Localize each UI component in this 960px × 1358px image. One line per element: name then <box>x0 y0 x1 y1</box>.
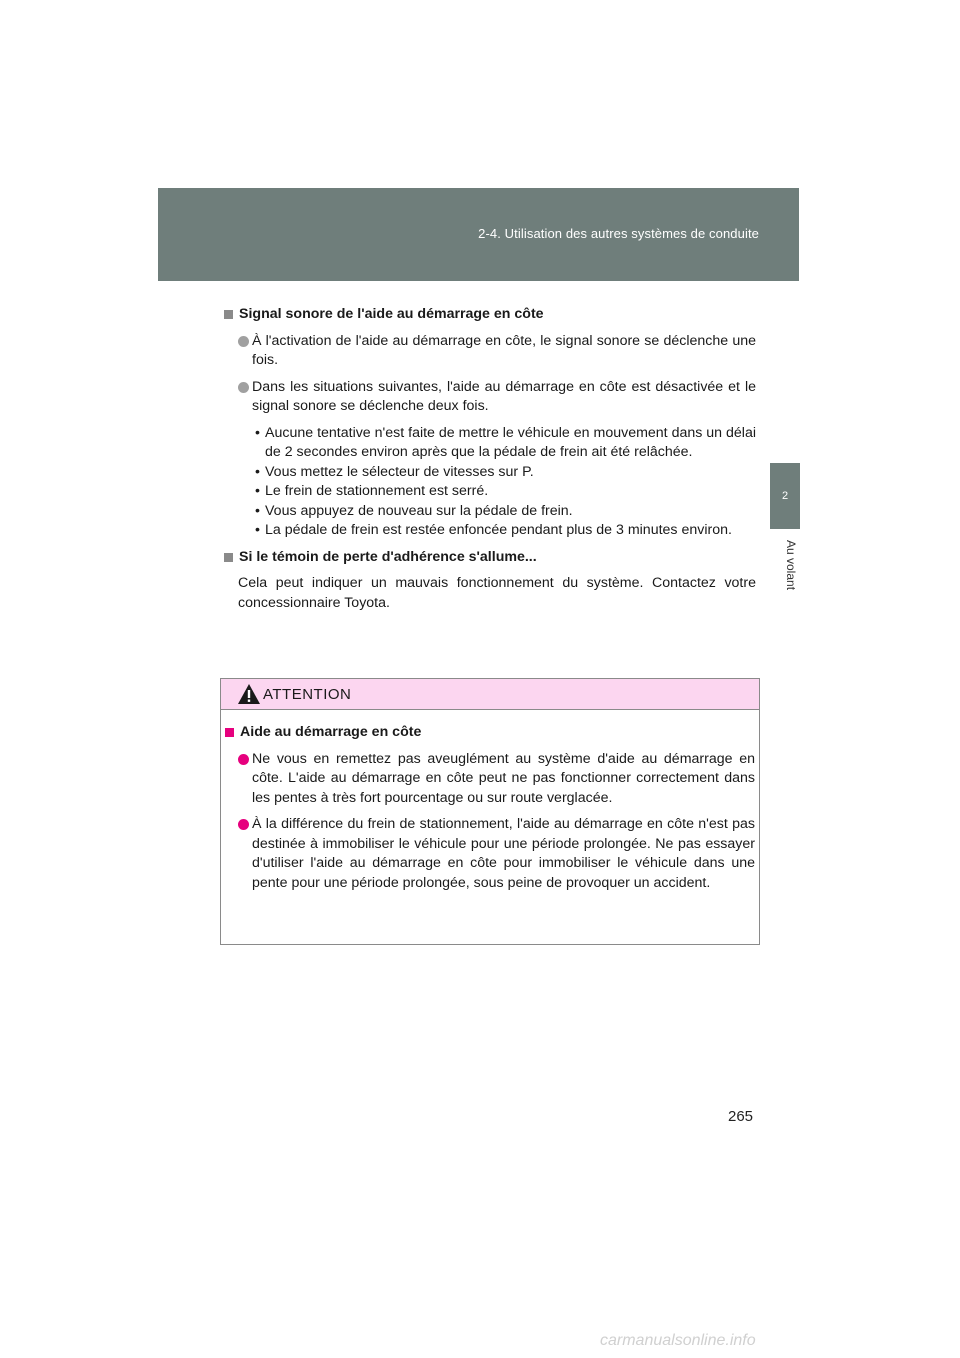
section-heading: Signal sonore de l'aide au démarrage en côte <box>222 305 756 325</box>
warning-body <box>225 723 755 900</box>
page-number: 265 <box>728 1108 754 1125</box>
list-item: À la différence du frein de stationnement, l'aide au démarrage en côte n'est pas destinée à immobiliser le véhicule pour une période prolongée. Ne pas essayer d'utiliser l'aide au démarrage en côte pour immobiliser le véhicule dans une pente pour une période prolongée, sous peine de provoquer un accident. <box>225 815 755 893</box>
sub-list-item: • Le frein de stationnement est serré. <box>255 483 489 499</box>
site-watermark: carmanualsonline.info <box>600 1332 756 1349</box>
round-bullet-icon <box>238 754 249 765</box>
sub-list-item: • La pédale de frein est restée enfoncée pendant plus de 3 minutes environ. <box>255 522 732 538</box>
round-bullet-icon <box>238 382 249 393</box>
square-bullet-icon <box>225 728 234 737</box>
chapter-number: 2 <box>781 490 789 502</box>
warning-title: ATTENTION <box>263 686 352 703</box>
chapter-tab <box>770 463 800 529</box>
list-item: Ne vous en remettez pas aveuglément au système d'aide au démarrage en côte. L'aide au démarrage en côte peut ne pas fonctionner correctement dans les pentes à très fort pourcentage ou sur route verglacée. <box>225 750 755 809</box>
section-header-band <box>158 188 799 281</box>
list-item: Dans les situations suivantes, l'aide au démarrage en côte est désactivée et le signal sonore se déclenche deux fois. <box>222 378 756 417</box>
section-heading: Si le témoin de perte d'adhérence s'allume... <box>222 548 756 568</box>
warning-box <box>220 678 760 945</box>
warning-heading: Aide au démarrage en côte <box>225 723 755 743</box>
warning-header <box>221 679 759 710</box>
sub-list-item: • Aucune tentative n'est faite de mettre le véhicule en mouvement dans un délai de 2 secondes environ après que la pédale de frein ait été relâchée. <box>255 424 756 460</box>
chapter-label: Au volant <box>784 540 798 591</box>
main-content <box>222 305 756 613</box>
round-bullet-icon <box>238 819 249 830</box>
square-bullet-icon <box>224 310 233 319</box>
sub-list-item: • Vous mettez le sélecteur de vitesses sur P. <box>255 463 534 480</box>
sub-list-item: • Vous appuyez de nouveau sur la pédale de frein. <box>255 502 573 519</box>
round-bullet-icon <box>238 336 249 347</box>
list-item: À l'activation de l'aide au démarrage en côte, le signal sonore se déclenche une fois. <box>222 332 756 371</box>
warning-triangle-icon <box>237 683 261 705</box>
sub-list <box>222 424 756 541</box>
section-title: 2-4. Utilisation des autres systèmes de conduite <box>478 226 759 241</box>
square-bullet-icon <box>224 553 233 562</box>
section-paragraph: Cela peut indiquer un mauvais fonctionnement du système. Contactez votre concessionnaire Toyota. <box>238 575 756 611</box>
